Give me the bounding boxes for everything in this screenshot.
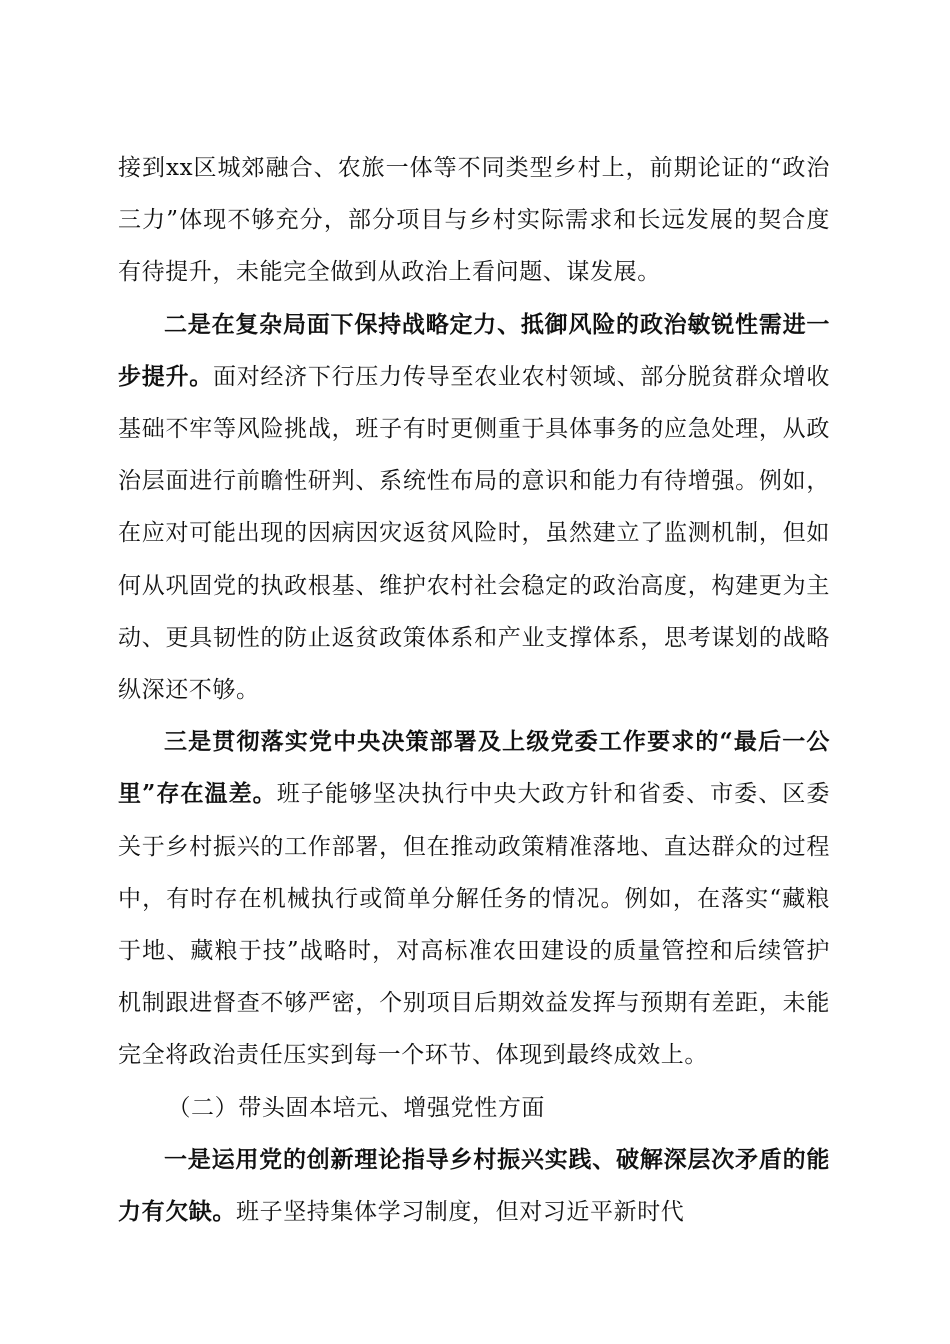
- section-heading: （二）带头固本培元、增强党性方面: [167, 1094, 546, 1121]
- paragraph-lead: 一是运用党的创新理论指导乡村振兴实践、破解深层次矛盾的能力有欠缺。: [118, 1145, 830, 1226]
- paragraph-body: 面对经济下行压力传导至农业农村领域、部分脱贫群众增收基础不牢等风险挑战，班子有时更侧重于具体事务的应急处理，从政治层面进行前瞻性研判、系统性布局的意识和能力有待增强。例如，在应对可能出现的因病因灾返贫风险时，虽然建立了监测机制，但如何从巩固党的执政根基、维护农村社会稳定的政治高度，构建更为主动、更具韧性的防止返贫政策体系和产业支撑体系，思考谋划的战略纵深还不够。: [118, 363, 830, 704]
- paragraph-lead: 二是在复杂局面下保持战略定力、抵御风险的政治敏锐性需进一步提升。: [118, 310, 830, 390]
- paragraph-point-three: [118, 716, 830, 1081]
- paragraph-continuation: [118, 142, 830, 299]
- paragraph-lead: 三是贯彻落实党中央决策部署及上级党委工作要求的“最后一公里”存在温差。: [118, 728, 830, 808]
- document-body: [118, 142, 830, 1238]
- paragraph-body: 班子能够坚决执行中央大政方针和省委、市委、区委关于乡村振兴的工作部署，但在推动政策精准落地、直达群众的过程中，有时存在机械执行或简单分解任务的情况。例如，在落实“藏粮于地、藏粮于技”战略时，对高标准农田建设的质量管控和后续管护机制跟进督查不够严密，个别项目后期效益发挥与预期有差距，未能完全将政治责任压实到每一个环节、体现到最终成效上。: [118, 781, 830, 1069]
- paragraph-body: 班子坚持集体学习制度，但对习近平新时代: [236, 1199, 685, 1226]
- paragraph-body: 接到xx区城郊融合、农旅一体等不同类型乡村上，前期论证的“政治三力”体现不够充分，部分项目与乡村实际需求和长远发展的契合度有待提升，未能完全做到从政治上看问题、谋发展。: [118, 155, 830, 286]
- paragraph-point-two: [118, 299, 830, 717]
- paragraph-section-two-point-one: [118, 1134, 830, 1238]
